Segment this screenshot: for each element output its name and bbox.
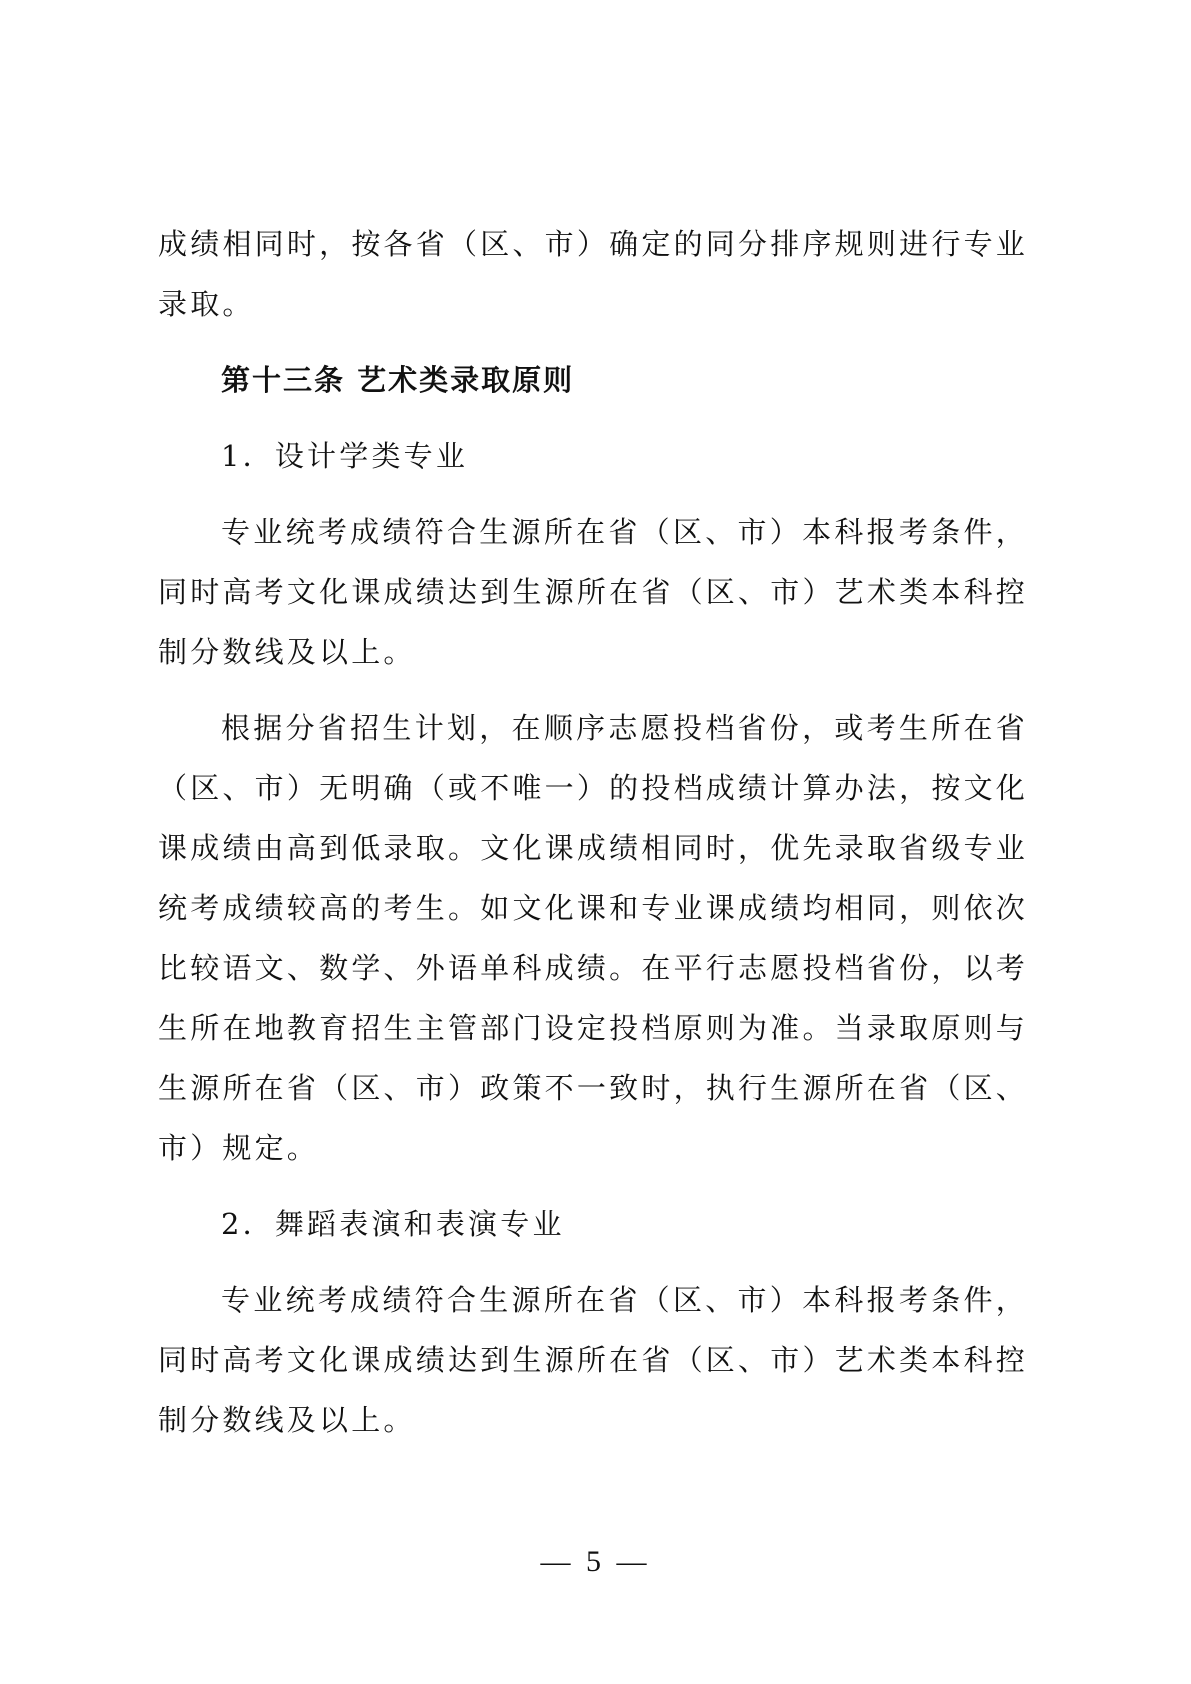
item-1-heading: 1．设计学类专业: [221, 439, 469, 473]
item-1-paragraph-2: 根据分省招生计划，在顺序志愿投档省份，或考生所在省（区、市）无明确（或不唯一）的投档成绩计算办法，按文化课成绩由高到低录取。文化课成绩相同时，优先录取省级专业统考成绩较高的考生。如文化课和专业课成绩均相同，则依次比较语文、数学、外语单科成绩。在平行志愿投档省份，以考生所在地教育招生主管部门设定投档原则为准。当录取原则与生源所在省（区、市）政策不一致时，执行生源所在省（区、市）规定。: [158, 711, 1028, 1165]
page-number: — 5 —: [540, 1545, 651, 1578]
item-1-paragraph-1: 专业统考成绩符合生源所在省（区、市）本科报考条件，同时高考文化课成绩达到生源所在省（区、市）艺术类本科控制分数线及以上。: [158, 515, 1028, 669]
item-2-heading: 2．舞蹈表演和表演专业: [221, 1207, 565, 1241]
continuation-paragraph: 成绩相同时，按各省（区、市）确定的同分排序规则进行专业录取。: [158, 227, 1028, 321]
document-body: [158, 214, 1028, 1450]
item-2-paragraph-1: 专业统考成绩符合生源所在省（区、市）本科报考条件，同时高考文化课成绩达到生源所在省（区、市）艺术类本科控制分数线及以上。: [158, 1283, 1028, 1437]
article-13-heading: 第十三条 艺术类录取原则: [221, 363, 575, 397]
